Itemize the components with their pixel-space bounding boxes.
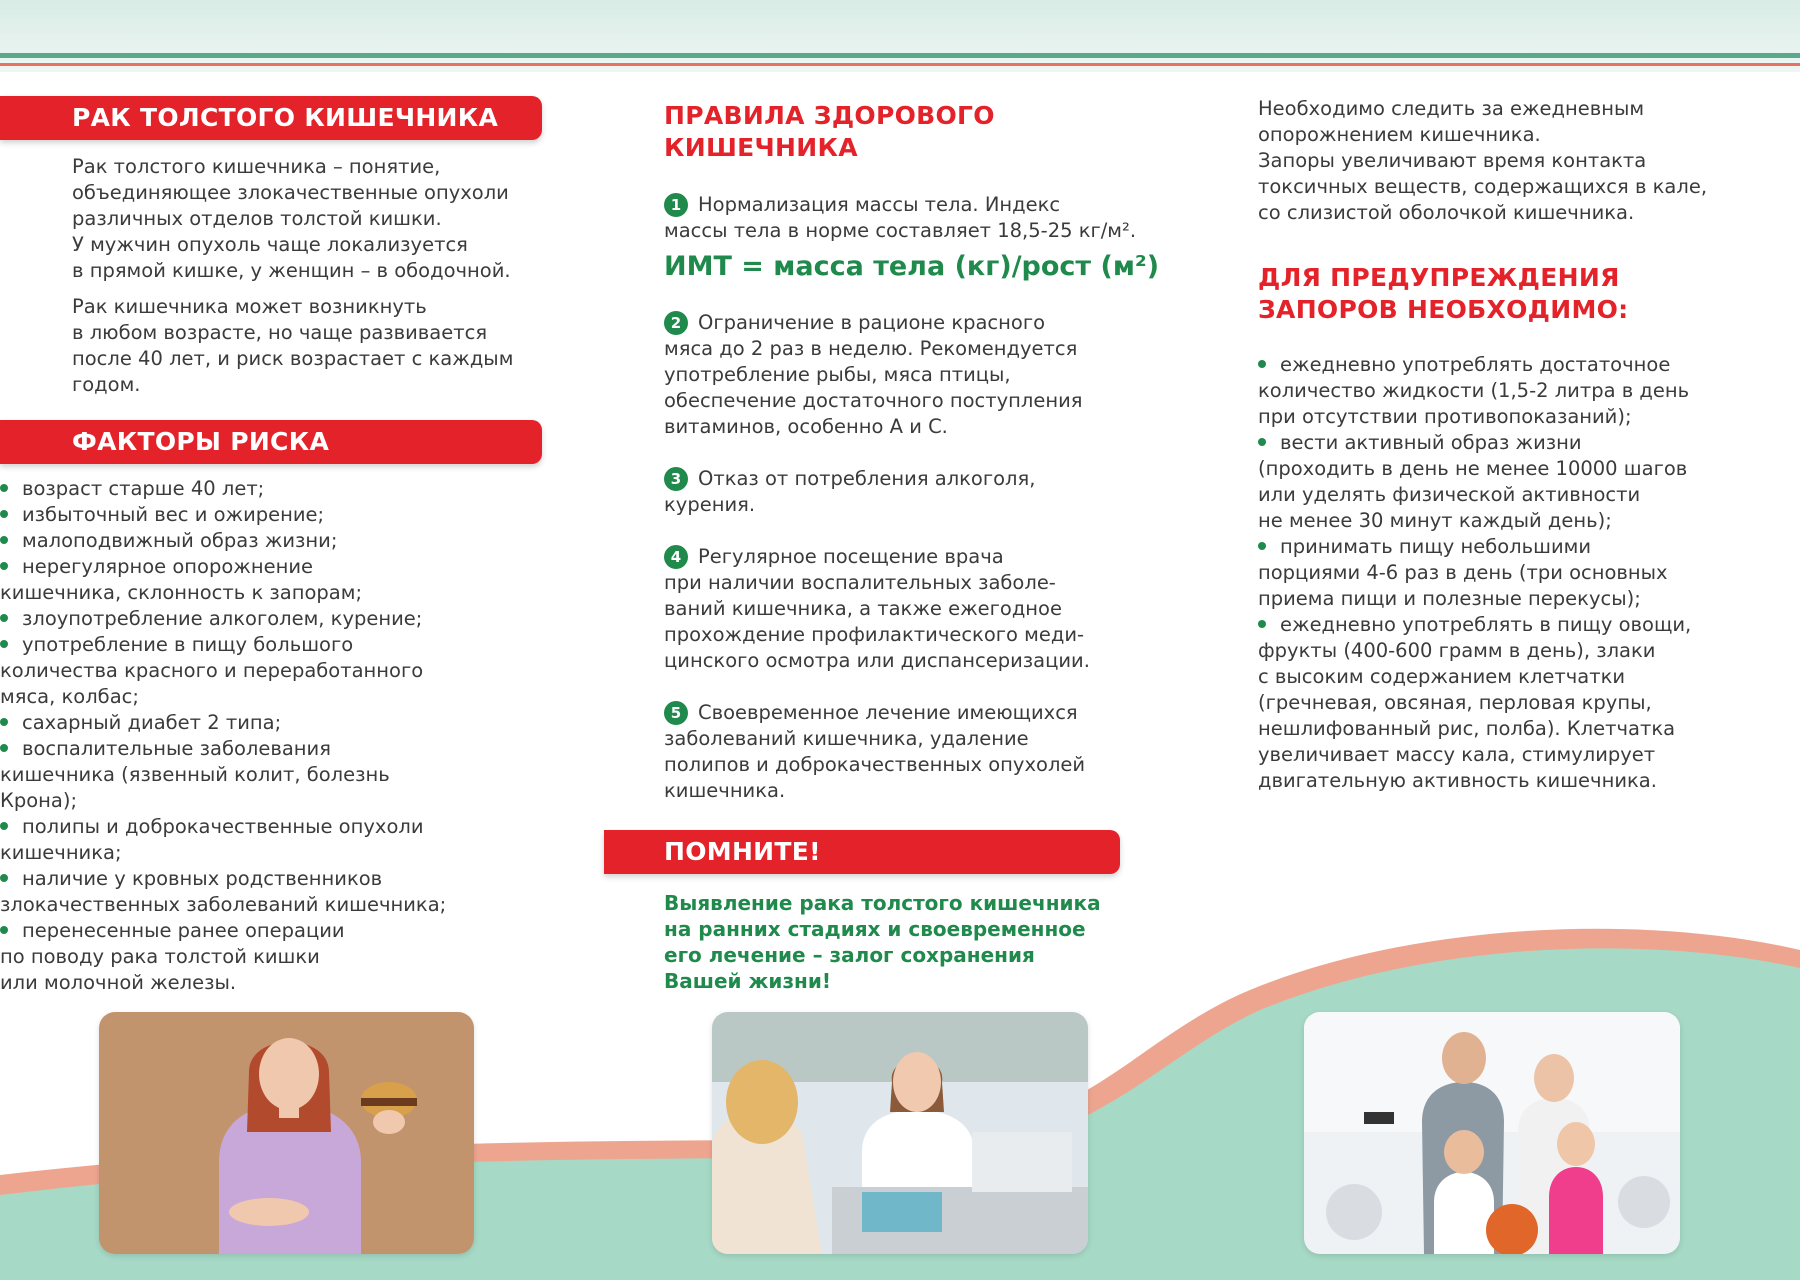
constipation-intro xyxy=(1258,96,1778,226)
list-item: воспалительные заболевания кишечника (язвенный колит, болезнь Крона); xyxy=(0,737,390,812)
rule-item-3: 3 Отказ от потребления алкоголя, курения. xyxy=(664,467,1036,516)
text-line: различных отделов толстой кишки. xyxy=(72,207,442,230)
list-item: перенесенные ранее операции по поводу рака толстой кишки или молочной железы. xyxy=(0,919,345,994)
list-item: вести активный образ жизни (проходить в день не менее 10000 шагов или уделять физической активности не менее 30 минут каждый день); xyxy=(1258,431,1688,532)
text-line: Необходимо следить за ежедневным xyxy=(1258,97,1645,120)
list-item: сахарный диабет 2 типа; xyxy=(0,710,560,736)
text-line: годом. xyxy=(72,373,141,396)
rule-item-1: 1 Нормализация массы тела. Индекс массы тела в норме составляет 18,5-25 кг/м². xyxy=(664,193,1137,242)
bullet-dot-icon xyxy=(0,822,8,830)
risk-factors-list xyxy=(0,476,560,996)
bullet-dot-icon xyxy=(0,640,8,648)
list-item: полипы и доброкачественные опухоли кишечника; xyxy=(0,815,424,864)
text-line: после 40 лет, и риск возрастает с каждым xyxy=(72,347,514,370)
bullet-dot-icon xyxy=(0,536,8,544)
colon-cancer-definition xyxy=(0,154,560,284)
number-5-icon: 5 xyxy=(664,701,688,725)
bullet-dot-icon xyxy=(0,562,8,570)
right-column xyxy=(1258,96,1778,794)
prevention-list xyxy=(1258,352,1778,794)
bmi-formula: ИМТ = масса тела (кг)/рост (м²) xyxy=(664,251,1160,282)
list-item: возраст старше 40 лет; xyxy=(0,476,560,502)
number-1-icon: 1 xyxy=(664,193,688,217)
rule-item-2: 2 Ограничение в рационе красного мяса до 2 раз в неделю. Рекомендуется употребление рыбы, мяса птицы, обеспечение достаточного поступления витаминов, особенно А и С. xyxy=(664,311,1083,438)
section-title-risk-factors: ФАКТОРЫ РИСКА xyxy=(0,420,542,464)
number-3-icon: 3 xyxy=(664,467,688,491)
number-2-icon: 2 xyxy=(664,311,688,335)
text-line: Запоры увеличивают время контакта xyxy=(1258,149,1647,172)
text-line: У мужчин опухоль чаще локализуется xyxy=(72,233,468,256)
bullet-dot-icon xyxy=(1258,542,1266,550)
list-item: ежедневно употреблять в пищу овощи, фрукты (400-600 грамм в день), злаки с высоким содержанием клетчатки (гречневая, овсяная, перловая крупы, нешлифованный рис, полба). Клетчатка увеличивает массу кала, стимулирует двигательную активность кишечника. xyxy=(1258,613,1692,792)
bullet-dot-icon xyxy=(1258,620,1266,628)
text-line: объединяющее злокачественные опухоли xyxy=(72,181,509,204)
photo-active-family xyxy=(1304,1012,1680,1254)
bullet-dot-icon xyxy=(0,744,8,752)
remember-message: Выявление рака толстого кишечника на ранних стадиях и своевременное его лечение – залог сохранения Вашей жизни! xyxy=(664,891,1101,993)
text-line: в прямой кишке, у женщин – в ободочной. xyxy=(72,259,511,282)
bullet-dot-icon xyxy=(1258,438,1266,446)
rule-item-4: 4 Регулярное посещение врача при наличии воспалительных заболе- ваний кишечника, а также ежегодное прохождение профилактического меди- цинского осмотра или диспансеризации. xyxy=(664,545,1090,672)
section-title-constipation-prevention: ДЛЯ ПРЕДУПРЕЖДЕНИЯ ЗАПОРОВ НЕОБХОДИМО: xyxy=(1258,263,1629,324)
text-line: токсичных веществ, содержащихся в кале, xyxy=(1258,175,1708,198)
list-item: избыточный вес и ожирение; xyxy=(0,502,560,528)
list-item: малоподвижный образ жизни; xyxy=(0,528,560,554)
list-item: ежедневно употреблять достаточное количество жидкости (1,5-2 литра в день при отсутствии противопоказаний); xyxy=(1258,353,1690,428)
list-item: нерегулярное опорожнение кишечника, склонность к запорам; xyxy=(0,555,363,604)
colon-cancer-age-risk xyxy=(0,294,560,398)
bullet-dot-icon xyxy=(0,614,8,622)
list-item: употребление в пищу большого количества красного и переработанного мяса, колбас; xyxy=(0,633,424,708)
photo-woman-abdominal-pain xyxy=(99,1012,474,1254)
section-title-remember: ПОМНИТЕ! xyxy=(604,830,1120,874)
bullet-dot-icon xyxy=(0,718,8,726)
list-item: наличие у кровных родственников злокачественных заболеваний кишечника; xyxy=(0,867,447,916)
list-item: злоупотребление алкоголем, курение; xyxy=(0,606,560,632)
rules-list xyxy=(664,192,1184,804)
text-line: со слизистой оболочкой кишечника. xyxy=(1258,201,1635,224)
bullet-dot-icon xyxy=(0,484,8,492)
list-item: принимать пищу небольшими порциями 4-6 раз в день (три основных приема пищи и полезные перекусы); xyxy=(1258,535,1668,610)
text-line: Рак толстого кишечника – понятие, xyxy=(72,155,441,178)
rule-item-5: 5 Своевременное лечение имеющихся заболеваний кишечника, удаление полипов и доброкачественных опухолей кишечника. xyxy=(664,701,1086,802)
text-line: опорожнением кишечника. xyxy=(1258,123,1541,146)
photo-doctor-consultation xyxy=(712,1012,1088,1254)
bullet-dot-icon xyxy=(0,874,8,882)
middle-column xyxy=(604,96,1204,994)
section-title-colon-cancer: РАК ТОЛСТОГО КИШЕЧНИКА xyxy=(0,96,542,140)
text-line: Рак кишечника может возникнуть xyxy=(72,295,427,318)
section-title-healthy-rules: ПРАВИЛА ЗДОРОВОГО КИШЕЧНИКА xyxy=(664,101,995,162)
bullet-dot-icon xyxy=(0,926,8,934)
left-column xyxy=(0,96,560,996)
bullet-dot-icon xyxy=(1258,360,1266,368)
number-4-icon: 4 xyxy=(664,545,688,569)
bullet-dot-icon xyxy=(0,510,8,518)
text-line: в любом возрасте, но чаще развивается xyxy=(72,321,488,344)
